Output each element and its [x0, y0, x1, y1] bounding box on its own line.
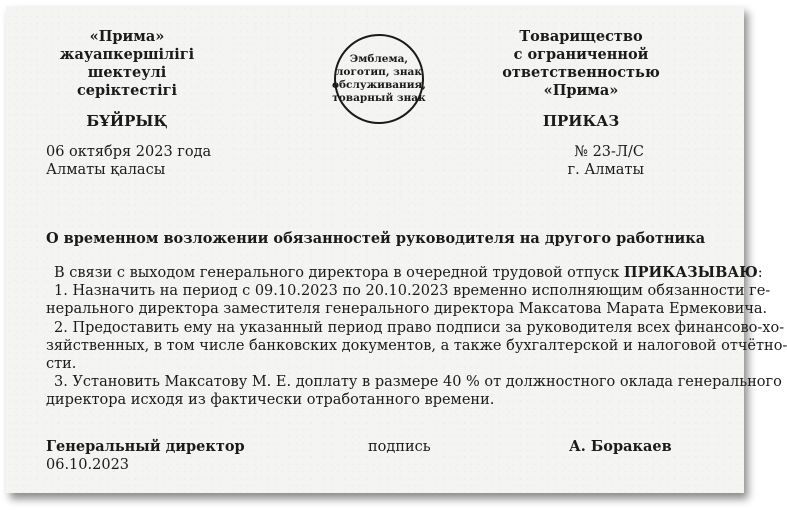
company-name-kz-line: шектеулі [87, 64, 167, 81]
intro-end: : [757, 265, 763, 281]
doc-title-ru: ПРИКАЗ [542, 112, 620, 130]
signature-label: подпись [368, 439, 431, 455]
order-heading: О временном возложении обязанностей руководителя на другого работника [46, 230, 706, 247]
intro-keyword: ПРИКАЗЫВАЮ [623, 264, 758, 281]
document-page [6, 6, 787, 493]
emblem-placeholder [334, 34, 424, 124]
company-name-ru-line: Товарищество [519, 28, 643, 45]
company-name-ru-line: «Прима» [543, 82, 619, 99]
order-date: 06 октября 2023 года [46, 144, 212, 160]
company-name-ru-line: с ограниченной [513, 46, 649, 63]
intro-text: В связи с выходом генерального директора в очередной трудовой отпуск [54, 265, 624, 281]
signer-position: Генеральный директор [46, 438, 245, 455]
signature-date: 06.10.2023 [46, 457, 130, 473]
company-name-kz-line: жауапкершілігі [59, 46, 195, 63]
emblem-text-line: логотип, знак [336, 66, 422, 78]
item-2-line: сти. [46, 356, 77, 373]
company-name-kz-line: «Прима» [89, 28, 165, 45]
emblem-text-line: Эмблема, [349, 53, 409, 65]
company-name-kz [52, 28, 202, 100]
company-name-ru [496, 28, 666, 100]
order-place-ru: г. Алматы [567, 162, 644, 178]
item-2-line: зяйственных, в том числе банковских документов, а также бухгалтерской и налоговой отчётно- [46, 337, 787, 354]
order-body [46, 264, 787, 410]
item-1-line: 1. Назначить на период с 09.10.2023 по 20.10.2023 временно исполняющим обязанности ге- [54, 283, 771, 300]
doc-title-kz: БҰЙРЫҚ [86, 112, 168, 130]
item-1-line: нерального директора заместителя генерального директора Максатова Марата Ермековича. [46, 301, 768, 318]
emblem-text-line: обслуживания, [332, 79, 426, 91]
order-number: № 23-Л/С [574, 144, 644, 160]
item-3-line: директора исходя из фактически отработанного времени. [46, 392, 495, 409]
company-name-kz-line: серіктестігі [76, 82, 178, 99]
order-place-kz: Алматы қаласы [46, 162, 166, 178]
signer-name: А. Боракаев [569, 438, 672, 455]
company-name-ru-line: ответственностью [502, 64, 660, 81]
item-2-line: 2. Предоставить ему на указанный период право подписи за руководителя всех финансово-хо- [54, 319, 785, 336]
order-intro [46, 264, 763, 282]
emblem-text-line: товарный знак [332, 92, 426, 104]
item-3-line: 3. Установить Максатову М. Е. доплату в размере 40 % от должностного оклада генерального [54, 374, 782, 391]
